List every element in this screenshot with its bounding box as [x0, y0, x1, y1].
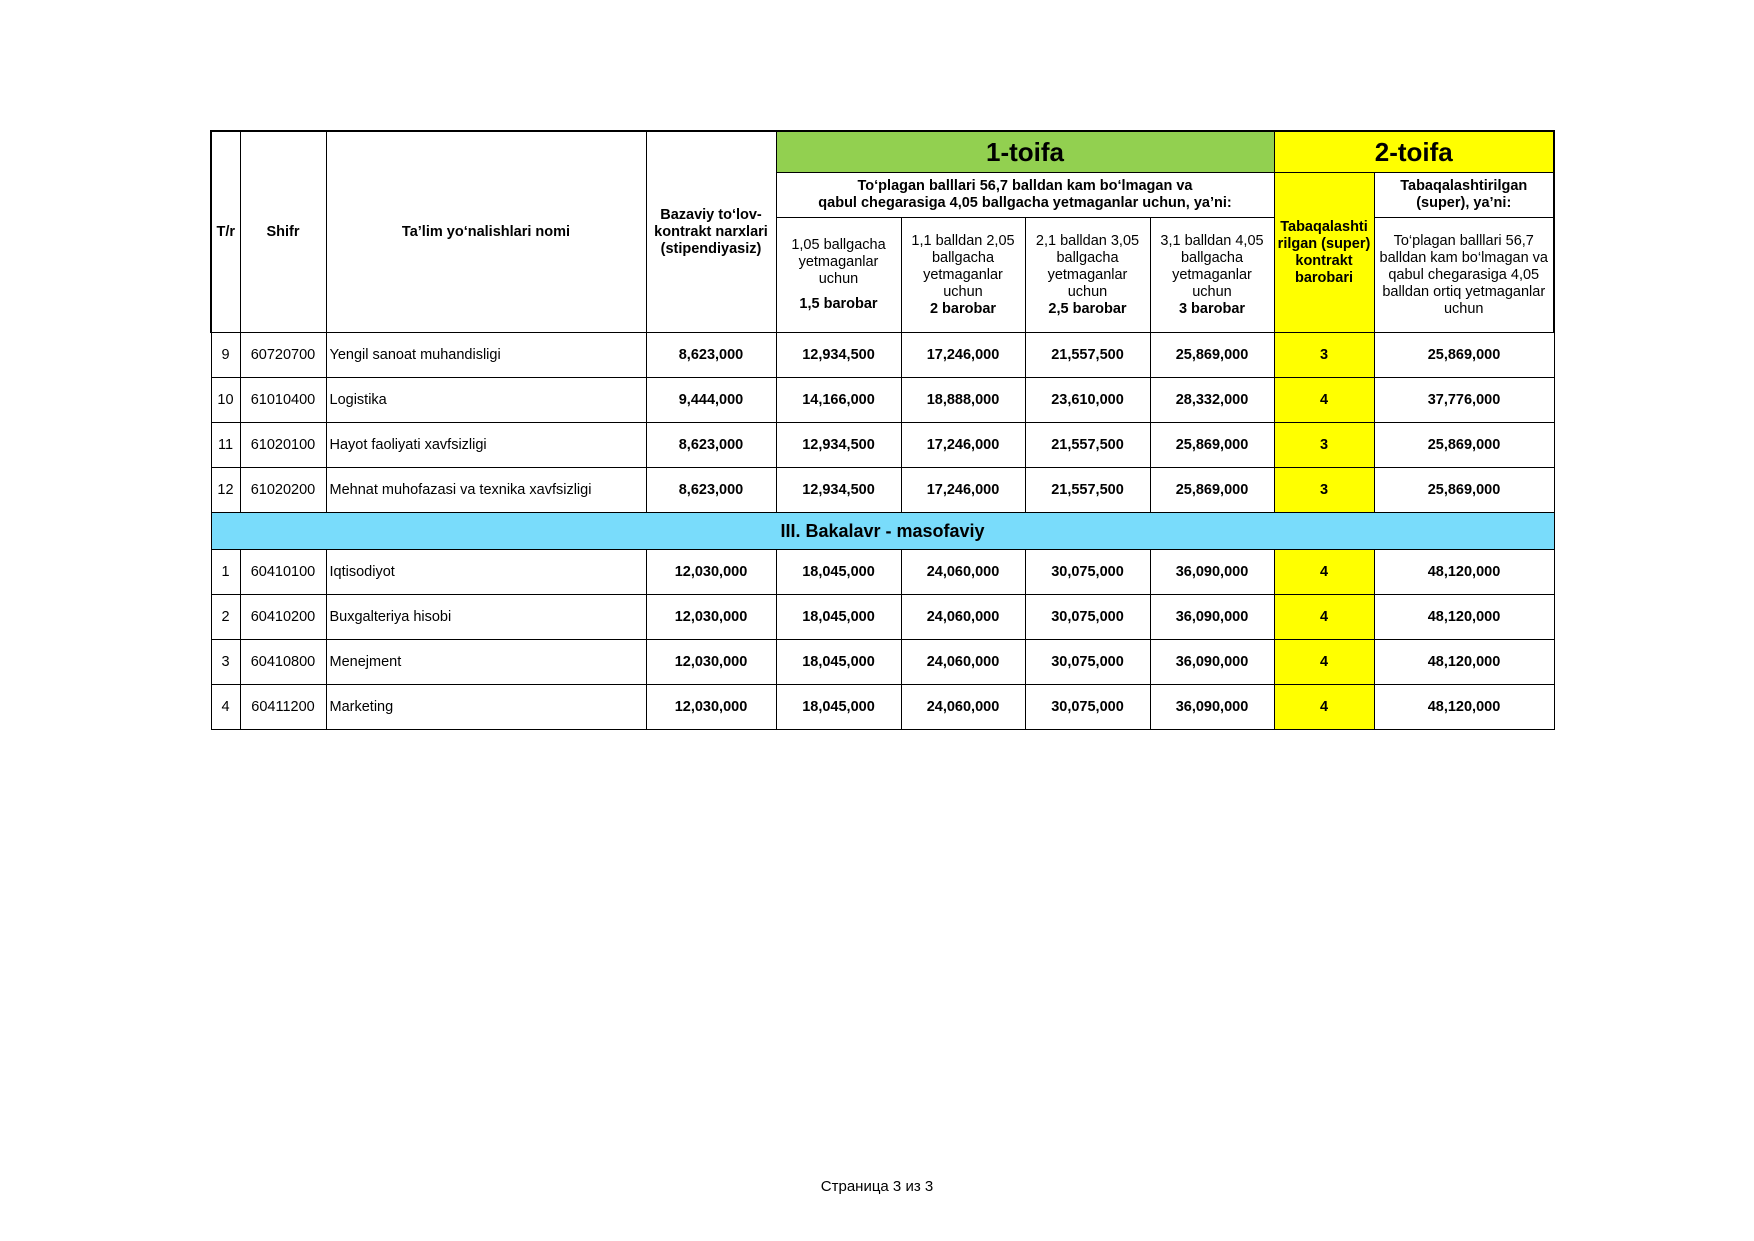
- row-super: 25,869,000: [1374, 468, 1554, 513]
- row-c4: 36,090,000: [1150, 595, 1274, 640]
- row-c1: 18,045,000: [776, 640, 901, 685]
- subcol-multiplier: 2,5 barobar: [1048, 300, 1127, 317]
- row-tr: 12: [211, 468, 240, 513]
- table-row: [211, 378, 1554, 423]
- row-c4: 36,090,000: [1150, 685, 1274, 730]
- row-multiplier: 4: [1274, 685, 1374, 730]
- subcol-2: [901, 218, 1025, 333]
- row-c3: 30,075,000: [1025, 595, 1150, 640]
- table-row: [211, 423, 1554, 468]
- row-c2: 24,060,000: [901, 550, 1025, 595]
- row-tr: 10: [211, 378, 240, 423]
- tuition-fee-table: [210, 130, 1555, 730]
- row-tr: 4: [211, 685, 240, 730]
- subcol-multiplier: 2 barobar: [929, 300, 997, 317]
- row-c3: 30,075,000: [1025, 550, 1150, 595]
- row-super: 48,120,000: [1374, 685, 1554, 730]
- row-multiplier: 4: [1274, 550, 1374, 595]
- row-name: Yengil sanoat muhandisligi: [326, 333, 646, 378]
- row-c4: 28,332,000: [1150, 378, 1274, 423]
- row-c1: 12,934,500: [776, 468, 901, 513]
- row-c1: 12,934,500: [776, 423, 901, 468]
- row-multiplier: 3: [1274, 333, 1374, 378]
- row-c3: 21,557,500: [1025, 423, 1150, 468]
- row-base: 9,444,000: [646, 378, 776, 423]
- table-row: [211, 595, 1554, 640]
- row-c4: 36,090,000: [1150, 640, 1274, 685]
- category-1-title: 1-toifa: [776, 131, 1274, 173]
- row-code: 61020100: [240, 423, 326, 468]
- row-c1: 14,166,000: [776, 378, 901, 423]
- header-base-price: Bazaviy to‘lov-kontrakt narxlari (stipendiyasiz): [646, 131, 776, 333]
- row-code: 60410100: [240, 550, 326, 595]
- subcol-text: 3,1 balldan 4,05 ballgacha yetmaganlar uchun: [1160, 232, 1264, 300]
- row-c4: 25,869,000: [1150, 468, 1274, 513]
- table-row: [211, 640, 1554, 685]
- page-footer: Страница 3 из 3: [820, 1178, 934, 1195]
- row-c3: 21,557,500: [1025, 333, 1150, 378]
- row-super: 25,869,000: [1374, 423, 1554, 468]
- row-super: 37,776,000: [1374, 378, 1554, 423]
- row-c4: 25,869,000: [1150, 333, 1274, 378]
- header-name: Ta’lim yo‘nalishlari nomi: [326, 131, 646, 333]
- row-base: 8,623,000: [646, 333, 776, 378]
- category-2-title: 2-toifa: [1274, 131, 1554, 173]
- row-code: 60410200: [240, 595, 326, 640]
- subcol-1: [776, 218, 901, 333]
- row-c3: 30,075,000: [1025, 640, 1150, 685]
- row-super: 48,120,000: [1374, 550, 1554, 595]
- row-name: Iqtisodiyot: [326, 550, 646, 595]
- row-name: Marketing: [326, 685, 646, 730]
- row-name: Buxgalteriya hisobi: [326, 595, 646, 640]
- row-c2: 17,246,000: [901, 423, 1025, 468]
- row-code: 60411200: [240, 685, 326, 730]
- row-base: 12,030,000: [646, 550, 776, 595]
- row-super: 48,120,000: [1374, 595, 1554, 640]
- table-row: [211, 468, 1554, 513]
- row-multiplier: 4: [1274, 378, 1374, 423]
- row-c4: 25,869,000: [1150, 423, 1274, 468]
- row-super: 25,869,000: [1374, 333, 1554, 378]
- table-row: [211, 550, 1554, 595]
- super-multiplier-header: Tabaqalashti rilgan (super) kontrakt barobari: [1274, 173, 1374, 333]
- category-2-description: Tabaqalashtirilgan (super), ya’ni:: [1374, 173, 1554, 218]
- section-title: III. Bakalavr - masofaviy: [211, 513, 1554, 550]
- row-code: 61010400: [240, 378, 326, 423]
- row-base: 8,623,000: [646, 468, 776, 513]
- header-shifr: Shifr: [240, 131, 326, 333]
- row-c1: 12,934,500: [776, 333, 901, 378]
- row-name: Logistika: [326, 378, 646, 423]
- row-multiplier: 4: [1274, 595, 1374, 640]
- row-c2: 24,060,000: [901, 595, 1025, 640]
- row-c1: 18,045,000: [776, 595, 901, 640]
- row-name: Hayot faoliyati xavfsizligi: [326, 423, 646, 468]
- subcol-text: 2,1 balldan 3,05 ballgacha yetmaganlar uchun: [1035, 232, 1140, 300]
- table-row: [211, 685, 1554, 730]
- subcol-3: [1025, 218, 1150, 333]
- row-base: 8,623,000: [646, 423, 776, 468]
- row-c2: 17,246,000: [901, 333, 1025, 378]
- row-tr: 11: [211, 423, 240, 468]
- row-code: 60720700: [240, 333, 326, 378]
- category-2-subheader: To‘plagan balllari 56,7 balldan kam bo‘lmagan va qabul chegarasiga 4,05 balldan ortiq yetmaganlar uchun: [1374, 218, 1554, 333]
- row-name: Mehnat muhofazasi va texnika xavfsizligi: [326, 468, 646, 513]
- row-c2: 24,060,000: [901, 685, 1025, 730]
- row-c1: 18,045,000: [776, 550, 901, 595]
- category-1-desc-line2: qabul chegarasiga 4,05 ballgacha yetmaganlar uchun, ya’ni:: [818, 195, 1232, 211]
- row-multiplier: 4: [1274, 640, 1374, 685]
- subcol-multiplier: 1,5 barobar: [799, 296, 878, 312]
- section-row: [211, 513, 1554, 550]
- row-tr: 1: [211, 550, 240, 595]
- row-multiplier: 3: [1274, 468, 1374, 513]
- header-tr: T/r: [211, 131, 240, 333]
- subcol-text: 1,1 balldan 2,05 ballgacha yetmaganlar uchun: [911, 232, 1015, 300]
- row-code: 60410800: [240, 640, 326, 685]
- row-c1: 18,045,000: [776, 685, 901, 730]
- row-base: 12,030,000: [646, 595, 776, 640]
- row-c3: 21,557,500: [1025, 468, 1150, 513]
- table-row: [211, 333, 1554, 378]
- row-c4: 36,090,000: [1150, 550, 1274, 595]
- subcol-text: 1,05 ballgacha yetmaganlar uchun: [791, 237, 886, 287]
- subcol-multiplier: 3 barobar: [1178, 300, 1246, 317]
- category-1-description: [776, 173, 1274, 218]
- subcol-4: [1150, 218, 1274, 333]
- row-tr: 3: [211, 640, 240, 685]
- row-c3: 30,075,000: [1025, 685, 1150, 730]
- row-code: 61020200: [240, 468, 326, 513]
- category-1-desc-line1: To‘plagan balllari 56,7 balldan kam bo‘lmagan va: [857, 178, 1193, 194]
- row-tr: 9: [211, 333, 240, 378]
- row-c2: 17,246,000: [901, 468, 1025, 513]
- row-name: Menejment: [326, 640, 646, 685]
- row-c2: 24,060,000: [901, 640, 1025, 685]
- row-c2: 18,888,000: [901, 378, 1025, 423]
- row-base: 12,030,000: [646, 685, 776, 730]
- row-super: 48,120,000: [1374, 640, 1554, 685]
- row-multiplier: 3: [1274, 423, 1374, 468]
- row-base: 12,030,000: [646, 640, 776, 685]
- row-c3: 23,610,000: [1025, 378, 1150, 423]
- row-tr: 2: [211, 595, 240, 640]
